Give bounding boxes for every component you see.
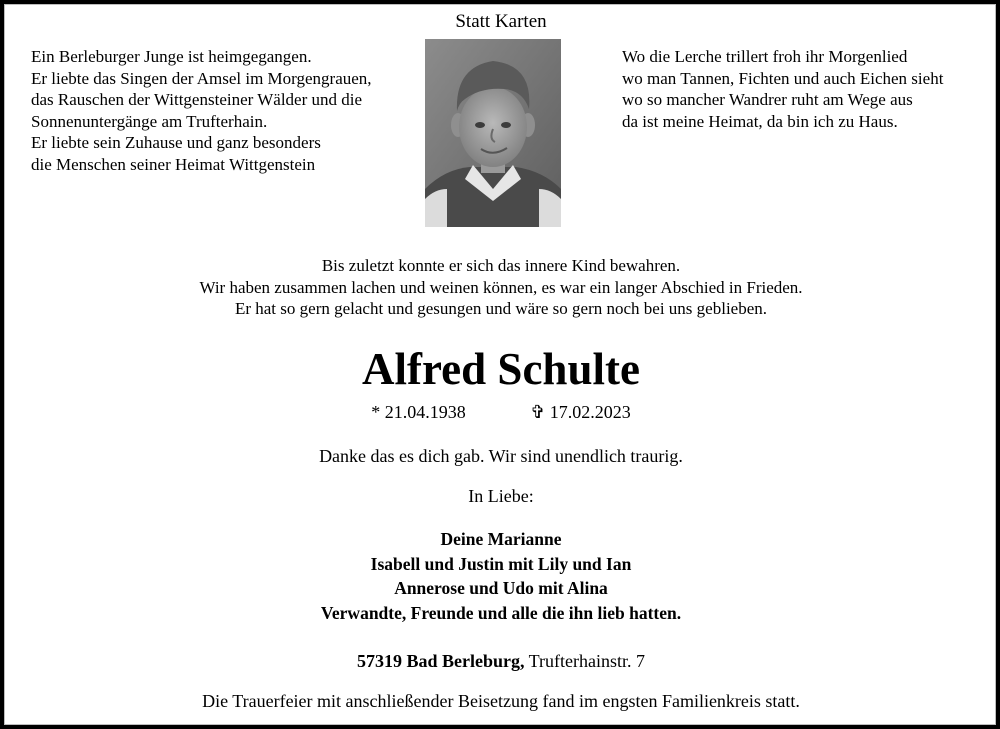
intro-line: Wir haben zusammen lachen und weinen können, es war ein langer Abschied in Frieden.: [199, 277, 803, 297]
left-poem-line: Er liebte das Singen der Amsel im Morgengrauen,: [31, 68, 372, 88]
left-poem-line: Sonnenuntergänge am Trufterhain.: [31, 111, 268, 131]
mourners-list: [5, 527, 997, 625]
intro-text: [5, 255, 997, 320]
address-street: Trufterhainstr. 7: [528, 651, 646, 671]
portrait-photo: [425, 39, 561, 227]
left-poem: [31, 46, 372, 175]
death-date-group: [530, 402, 631, 423]
thanks-text: Danke das es dich gab. Wir sind unendlich traurig.: [319, 446, 683, 466]
right-poem-line: wo man Tannen, Fichten und auch Eichen sieht: [622, 68, 944, 88]
death-date: 17.02.2023: [549, 402, 631, 422]
right-poem-line: Wo die Lerche trillert froh ihr Morgenlied: [622, 47, 908, 66]
obituary-notice: [4, 4, 996, 725]
header-title: Statt Karten: [455, 11, 547, 32]
address: [5, 651, 997, 672]
address-city: 57319 Bad Berleburg,: [356, 651, 525, 671]
mourner-line: Verwandte, Freunde und alle die ihn lieb hatten.: [320, 602, 682, 623]
right-poem: [622, 46, 943, 132]
left-poem-line: das Rauschen der Wittgensteiner Wälder und die: [31, 90, 363, 109]
intro-line: Er hat so gern gelacht und gesungen und wäre so gern noch bei uns geblieben.: [234, 299, 768, 318]
mourner-line: Deine Marianne: [440, 529, 562, 549]
left-poem-line: Ein Berleburger Junge ist heimgegangen.: [31, 47, 312, 66]
right-poem-line: wo so mancher Wandrer ruht am Wege aus: [622, 90, 913, 109]
left-poem-line: die Menschen seiner Heimat Wittgenstein: [31, 154, 316, 174]
in-love-label: In Liebe:: [468, 486, 534, 506]
cross-icon: ✞: [530, 402, 546, 422]
left-poem-line: Er liebte sein Zuhause und ganz besonders: [31, 133, 321, 152]
life-dates: [5, 402, 997, 423]
mourner-line: Annerose und Udo mit Alina: [394, 578, 608, 598]
right-poem-line: da ist meine Heimat, da bin ich zu Haus.: [622, 111, 898, 131]
funeral-note: Die Trauerfeier mit anschließender Beisetzung fand im engsten Familienkreis statt.: [202, 691, 800, 711]
intro-line: Bis zuletzt konnte er sich das innere Kind bewahren.: [321, 256, 681, 275]
birth-date: * 21.04.1938: [371, 402, 466, 422]
deceased-name: Alfred Schulte: [362, 344, 640, 394]
mourner-line: Isabell und Justin mit Lily und Ian: [370, 553, 632, 574]
